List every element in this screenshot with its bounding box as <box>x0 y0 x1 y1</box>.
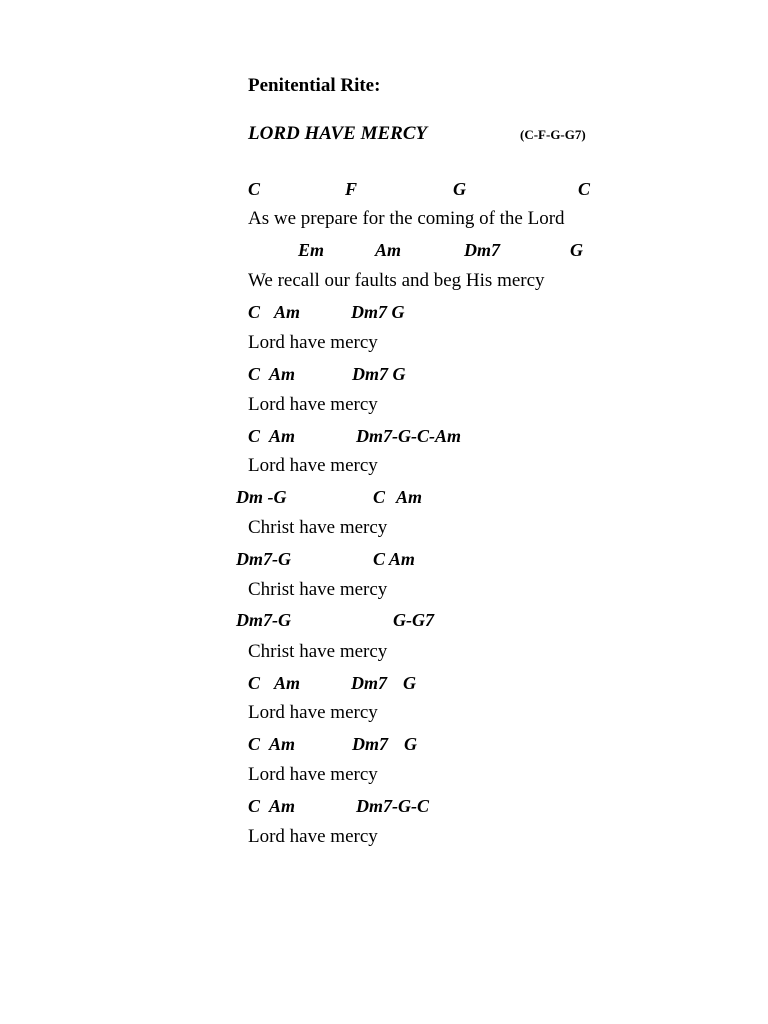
chord: C <box>248 179 261 199</box>
chord: C <box>248 426 261 446</box>
chord: Dm7 <box>352 734 388 754</box>
chord: C Am <box>373 549 415 569</box>
chord: F <box>345 179 358 199</box>
chord: G-G7 <box>393 610 434 630</box>
lyric-line: Lord have mercy <box>248 332 378 353</box>
chord-key-note: (C-F-G-G7) <box>520 127 586 142</box>
lyric-line: Christ have mercy <box>248 579 388 600</box>
chord: Am <box>396 487 423 507</box>
chord: C <box>248 673 261 693</box>
chord: Dm -G <box>236 487 287 507</box>
lyric-line: Christ have mercy <box>248 517 388 538</box>
chord: Am <box>274 302 301 322</box>
chord: G <box>453 179 466 199</box>
chord: Dm7-G <box>236 610 291 630</box>
chord: C <box>248 364 261 384</box>
chord: Dm7-G-C <box>356 796 429 816</box>
chord: Dm7 <box>351 673 387 693</box>
chord: C <box>248 302 261 322</box>
chord: Dm7-G-C-Am <box>356 426 461 446</box>
chord: C <box>248 734 261 754</box>
chord: G <box>404 734 417 754</box>
chord: Am <box>375 240 402 260</box>
chord: Am <box>269 734 296 754</box>
page-heading: Penitential Rite: <box>248 75 381 96</box>
lyric-line: Lord have mercy <box>248 394 378 415</box>
chord: Am <box>269 364 296 384</box>
chord: C <box>373 487 386 507</box>
chord: Dm7 <box>464 240 500 260</box>
chord: C <box>248 796 261 816</box>
chord: Dm7-G <box>236 549 291 569</box>
chord: Dm7 G <box>351 302 405 322</box>
lyric-line: Lord have mercy <box>248 826 378 847</box>
song-title: LORD HAVE MERCY <box>248 123 428 144</box>
chord: Am <box>269 796 296 816</box>
chord: G <box>403 673 416 693</box>
lyric-line: Lord have mercy <box>248 702 378 723</box>
chord: G <box>570 240 583 260</box>
chord: Am <box>269 426 296 446</box>
lyric-line: Christ have mercy <box>248 641 388 662</box>
chord: Dm7 G <box>352 364 406 384</box>
chord: C <box>578 179 591 199</box>
lyric-line: We recall our faults and beg His mercy <box>248 270 545 291</box>
lyric-line: As we prepare for the coming of the Lord <box>248 208 565 229</box>
lyric-line: Lord have mercy <box>248 455 378 476</box>
chord: Am <box>274 673 301 693</box>
lyric-line: Lord have mercy <box>248 764 378 785</box>
chord: Em <box>298 240 325 260</box>
